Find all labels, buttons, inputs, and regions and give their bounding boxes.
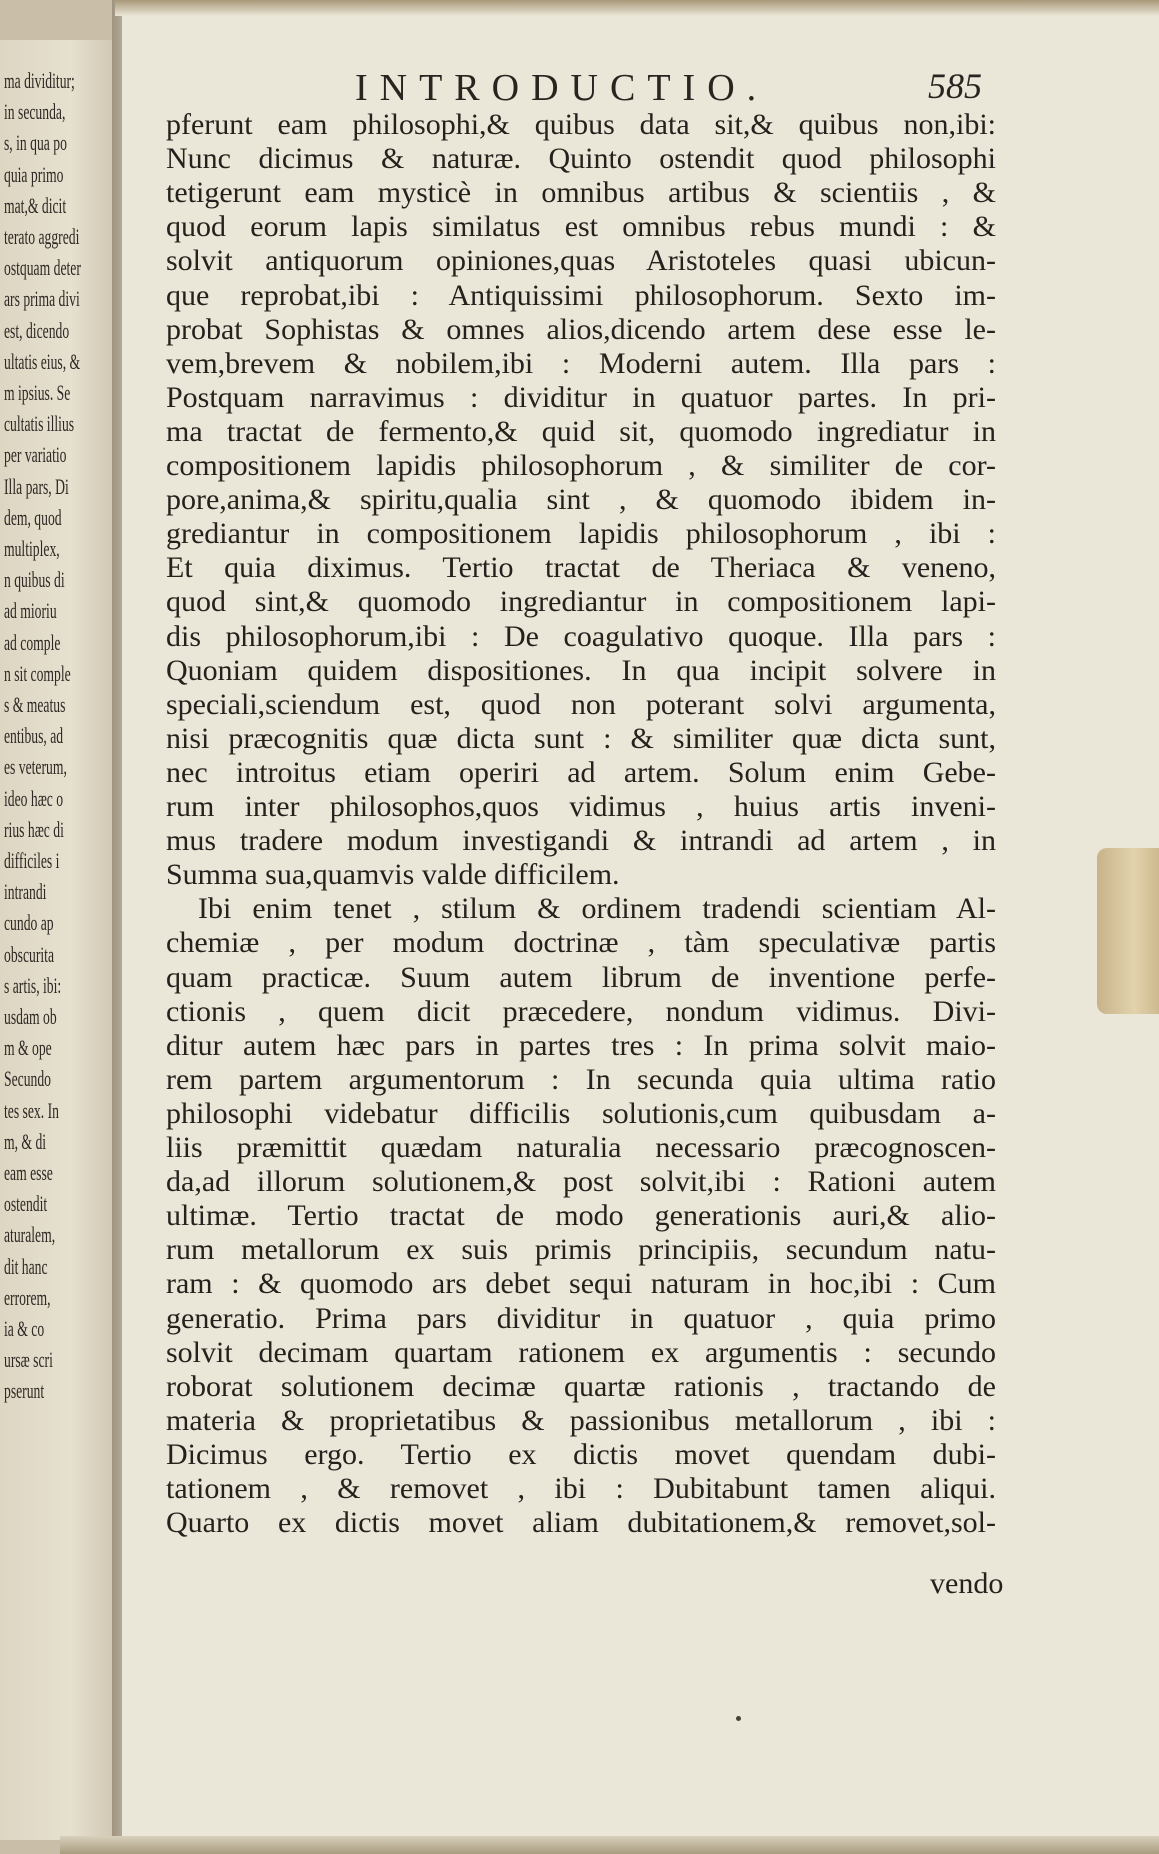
left-page-line: ostendit: [4, 1191, 48, 1217]
left-page-line: m, & di: [4, 1128, 47, 1154]
left-page-line: mat,& dicit: [4, 192, 67, 218]
left-page-line: ursæ scri: [4, 1347, 53, 1373]
text-line: quam practicæ. Suum autem librum de inventione perfe-: [166, 960, 996, 994]
text-line: Et quia diximus. Tertio tractat de Theriaca & veneno,: [166, 551, 996, 585]
text-line: liis præmittit quædam naturalia necessario præcognoscen-: [166, 1131, 996, 1164]
left-page-line: pserunt: [4, 1378, 45, 1404]
left-page-line: ideo hæc o: [4, 785, 64, 811]
text-line: probat Sophistas & omnes alios,dicendo artem dese esse le-: [166, 312, 996, 346]
left-page-line: per variatio: [4, 442, 67, 468]
text-line: Ibi enim tenet , stilum & ordinem tradendi scientiam Al-: [198, 892, 996, 926]
text-line: pferunt eam philosophi,& quibus data sit,& quibus non,ibi:: [166, 108, 996, 141]
text-line: quod eorum lapis similatus est omnibus rebus mundi : &: [166, 210, 996, 244]
text-line: ultimæ. Tertio tractat de modo generationis auri,& alio-: [166, 1199, 996, 1233]
text-line: nec introitus etiam operiri ad artem. Solum enim Gebe-: [166, 755, 996, 789]
left-page-fragment: [0, 40, 118, 1840]
left-page-line: ostquam deter: [4, 255, 81, 281]
left-page-line: errorem,: [4, 1284, 51, 1310]
text-line: materia & proprietatibus & passionibus metallorum , ibi :: [166, 1403, 996, 1437]
text-line: compositionem lapidis philosophorum , & similiter de cor-: [166, 449, 996, 482]
left-page-line: cultatis illius: [4, 411, 75, 437]
paper-tab: [1097, 848, 1159, 1014]
text-line: ma tractat de fermento,& quid sit, quomodo ingrediatur in: [166, 414, 996, 448]
left-page-line: est, dicendo: [4, 317, 70, 343]
text-line: quod sint,& quomodo ingrediantur in compositionem lapi-: [166, 585, 996, 619]
text-line: pore,anima,& spiritu,qualia sint , & quomodo ibidem in-: [166, 483, 996, 517]
left-page-line: quia primo: [4, 161, 64, 187]
text-line: speciali,sciendum est, quod non poterant solvi argumenta,: [166, 687, 996, 721]
left-page-line: aturalem,: [4, 1222, 56, 1248]
left-page-line: ia & co: [4, 1316, 45, 1341]
text-line: grediantur in compositionem lapidis philosophorum , ibi :: [166, 517, 996, 551]
left-page-line: obscurita: [4, 941, 55, 967]
left-page-line: eam esse: [4, 1160, 53, 1185]
text-line: rum inter philosophos,quos vidimus , huius artis inveni-: [166, 790, 996, 823]
left-page-line: usdam ob: [4, 1004, 57, 1029]
page-number: 585: [928, 66, 982, 106]
text-line: nisi præcognitis quæ dicta sunt : & similiter quæ dicta sunt,: [166, 721, 996, 755]
text-line: tetigerunt eam mysticè in omnibus artibus & scientiis , &: [166, 176, 996, 210]
left-page-line: n sit comple: [4, 660, 71, 686]
catchword: vendo: [930, 1567, 1004, 1600]
text-line: philosophi videbatur difficilis solutionis,cum quibusdam a-: [166, 1096, 996, 1130]
left-page-line: ad comple: [4, 629, 61, 655]
left-page-line: ma dividitur;: [4, 68, 75, 93]
text-line: que reprobat,ibi : Antiquissimi philosophorum. Sexto im-: [166, 278, 996, 312]
running-header: INTRODUCTIO.: [355, 67, 769, 109]
left-page-line: es veterum,: [4, 754, 67, 780]
page-bottom-edge: [60, 1836, 1159, 1854]
text-line: dis philosophorum,ibi : De coagulativo quoque. Illa pars :: [166, 619, 996, 653]
text-line: solvit decimam quartam rationem ex argumentis : secundo: [166, 1335, 996, 1369]
left-page-line: s & meatus: [4, 692, 66, 717]
text-line: ctionis , quem dicit præcedere, nondum vidimus. Divi-: [166, 994, 996, 1028]
text-line: vem,brevem & nobilem,ibi : Moderni autem. Illa pars :: [166, 346, 996, 380]
left-page-line: in secunda,: [4, 99, 66, 125]
left-page-line: cundo ap: [4, 910, 54, 936]
text-line: tationem , & removet , ibi : Dubitabunt tamen aliqui.: [166, 1472, 996, 1505]
left-page-line: dit hanc: [4, 1253, 48, 1279]
text-line: Quoniam quidem dispositiones. In qua incipit solvere in: [166, 653, 996, 687]
text-line: solvit antiquorum opiniones,quas Aristoteles quasi ubicun-: [166, 244, 996, 278]
text-line: Nunc dicimus & naturæ. Quinto ostendit quod philosophi: [166, 142, 996, 176]
left-page-line: multiplex,: [4, 536, 60, 561]
text-line: Postquam narravimus : dividitur in quatuor partes. In pri-: [166, 380, 996, 414]
left-page-line: ars prima divi: [4, 286, 80, 312]
text-line: rem partem argumentorum : In secunda quia ultima ratio: [166, 1062, 996, 1096]
left-page-line: ad mioriu: [4, 598, 57, 624]
left-page-line: dem, quod: [4, 504, 62, 530]
left-page-line: terato aggredi: [4, 224, 80, 249]
left-page-line: m ipsius. Se: [4, 380, 71, 405]
text-line: mus tradere modum investigandi & intrandi ad artem , in: [166, 824, 996, 858]
text-line: chemiæ , per modum doctrinæ , tàm speculativæ partis: [166, 926, 996, 960]
text-line: Summa sua,quamvis valde difficilem.: [166, 858, 620, 892]
text-line: Dicimus ergo. Tertio ex dictis movet quendam dubi-: [166, 1437, 996, 1471]
text-line: roborat solutionem decimæ quartæ rationis , tractando de: [166, 1369, 996, 1403]
text-line: ram : & quomodo ars debet sequi naturam in hoc,ibi : Cum: [166, 1267, 996, 1301]
printer-mark: [736, 1716, 741, 1721]
text-line: ditur autem hæc pars in partes tres : In prima solvit maio-: [166, 1028, 996, 1062]
page-top-edge: [115, 0, 1159, 16]
text-line: da,ad illorum solutionem,& post solvit,ibi : Rationi autem: [166, 1165, 996, 1199]
left-page-line: Illa pars, Di: [4, 473, 69, 499]
left-page-line: ultatis eius, &: [4, 348, 81, 374]
text-line: Quarto ex dictis movet aliam dubitationem,& removet,sol-: [166, 1506, 996, 1540]
left-page-line: s, in qua po: [4, 130, 67, 156]
text-line: generatio. Prima pars dividitur in quatuor , quia primo: [166, 1301, 996, 1335]
left-page-line: tes sex. In: [4, 1097, 59, 1123]
left-page-line: difficiles i: [4, 848, 60, 873]
left-page-line: s artis, ibi:: [4, 972, 62, 998]
left-page-line: m & ope: [4, 1035, 52, 1061]
left-page-line: Secundo: [4, 1066, 51, 1092]
text-line: rum metallorum ex suis primis principiis, secundum natu-: [166, 1233, 996, 1267]
left-page-line: n quibus di: [4, 567, 65, 593]
left-page-line: rius hæc di: [4, 816, 64, 842]
left-page-line: entibus, ad: [4, 723, 64, 749]
left-page-line: intrandi: [4, 879, 47, 905]
